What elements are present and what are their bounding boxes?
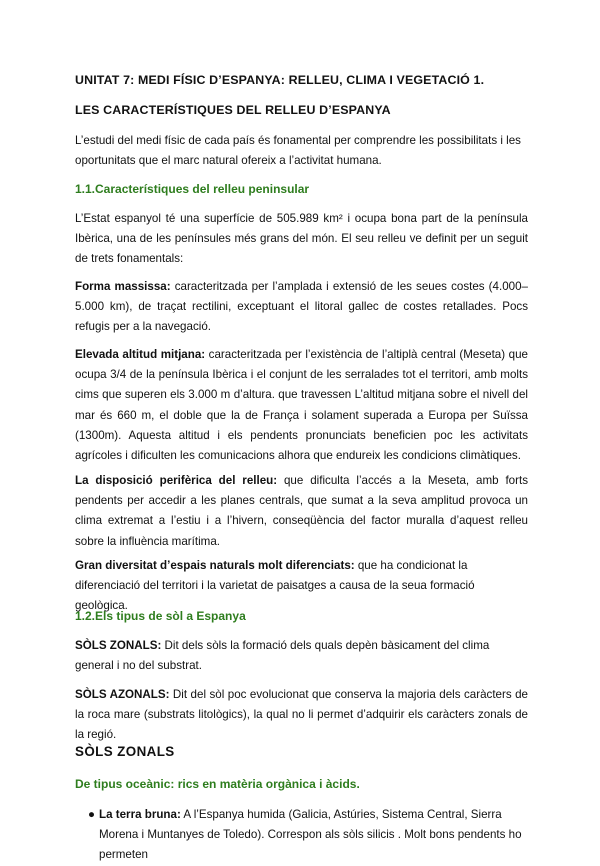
list-item-terra-bruna bbox=[99, 805, 528, 866]
intro-paragraph: L’estudi del medi físic de cada país és fonamental per comprendre les possibilitats i les oportunitats que el marc natural ofereix a l’activitat humana. bbox=[75, 134, 521, 168]
sols-zonals-heading: SÒLS ZONALS bbox=[75, 744, 175, 759]
heading-1-1: 1.1.Característiques del relleu peninsular bbox=[75, 182, 310, 196]
diversitat-text: que ha condicionat la diferenciació del territori i la varietat de paisatges a causa de la seua formació geològica. bbox=[75, 559, 475, 613]
diversitat-label: Gran diversitat d’espais naturals molt diferenciats: bbox=[75, 559, 355, 572]
disposicio-text: que dificulta l’accés a la Meseta, amb forts pendents per accedir a les planes centrals, que sumat a la seva amplitud provoca un clima extremat a l’estiu i a l’hivern, conseqüència del factor muralla d’aquest relleu sobre la influència marítima. bbox=[75, 474, 528, 548]
paragraph-disposicio bbox=[75, 471, 528, 552]
azonals-label: SÒLS AZONALS: bbox=[75, 688, 170, 701]
forma-label: Forma massissa: bbox=[75, 280, 171, 293]
heading-1-2: 1.2.Els tipus de sòl a Espanya bbox=[75, 609, 246, 623]
bullet-icon: ● bbox=[88, 808, 96, 821]
altitud-text: caracteritzada per l’existència de l’altiplà central (Meseta) que ocupa 3/4 de la península Ibèrica i el conjunt de les serralades tot el territori, amb molts cims que superen els 3.000 m d’altura. que travessen L’altitud mitjana sobre el nivell del mar és 660 m, el doble que la de França i solament superada a Europa per Suïssa (1300m). Aquesta altitud i els pendents pronunciats beneficien poc les activitats agrícoles i dificulten les comunicacions alhora que endureix les condicions climàtiques. bbox=[75, 348, 528, 463]
azonals-text: Dit del sòl poc evolucionat que conserva la majoria dels caràcters de la roca mare (substrats litològics), la qual no li permet d’adquirir els caràcters zonals de la regió. bbox=[75, 688, 528, 742]
disposicio-label: La disposició perifèrica del relleu: bbox=[75, 474, 278, 487]
paragraph-forma-massissa bbox=[75, 277, 528, 338]
terra-bruna-label: La terra bruna: bbox=[99, 808, 181, 821]
paragraph-sols-azonals bbox=[75, 685, 528, 746]
altitud-label: Elevada altitud mitjana: bbox=[75, 348, 206, 361]
paragraph-estat: L’Estat espanyol té una superfície de 505.989 km² i ocupa bona part de la península Ibèrica, una de les penínsules més grans del món. El seu relleu ve definit per un seguit de trets fonamentals: bbox=[75, 212, 528, 266]
unit-title: UNITAT 7: MEDI FÍSIC D’ESPANYA: RELLEU, CLIMA I VEGETACIÓ 1. bbox=[75, 73, 485, 87]
zonals-text: Dit dels sòls la formació dels quals depèn bàsicament del clima general i no del substrat. bbox=[75, 639, 490, 673]
section-title: LES CARACTERÍSTIQUES DEL RELLEU D’ESPANYA bbox=[75, 103, 391, 117]
oceanic-heading: De tipus oceànic: rics en matèria orgànica i àcids. bbox=[75, 777, 360, 791]
paragraph-sols-zonals bbox=[75, 636, 528, 676]
forma-text: caracteritzada per l’amplada i extensió de les seues costes (4.000– 5.000 km), de traçat rectilini, exceptuant el litoral gallec de costes retallades. Pocs refugis per a la navegació. bbox=[75, 280, 528, 334]
zonals-label: SÒLS ZONALS: bbox=[75, 639, 162, 652]
terra-bruna-text: A l’Espanya humida (Galicia, Astúries, Sistema Central, Sierra Morena i Muntanyes de Toledo). Correspon als sòls silicis . Molt bons pendents ho permeten bbox=[99, 808, 522, 862]
paragraph-altitud bbox=[75, 345, 528, 466]
